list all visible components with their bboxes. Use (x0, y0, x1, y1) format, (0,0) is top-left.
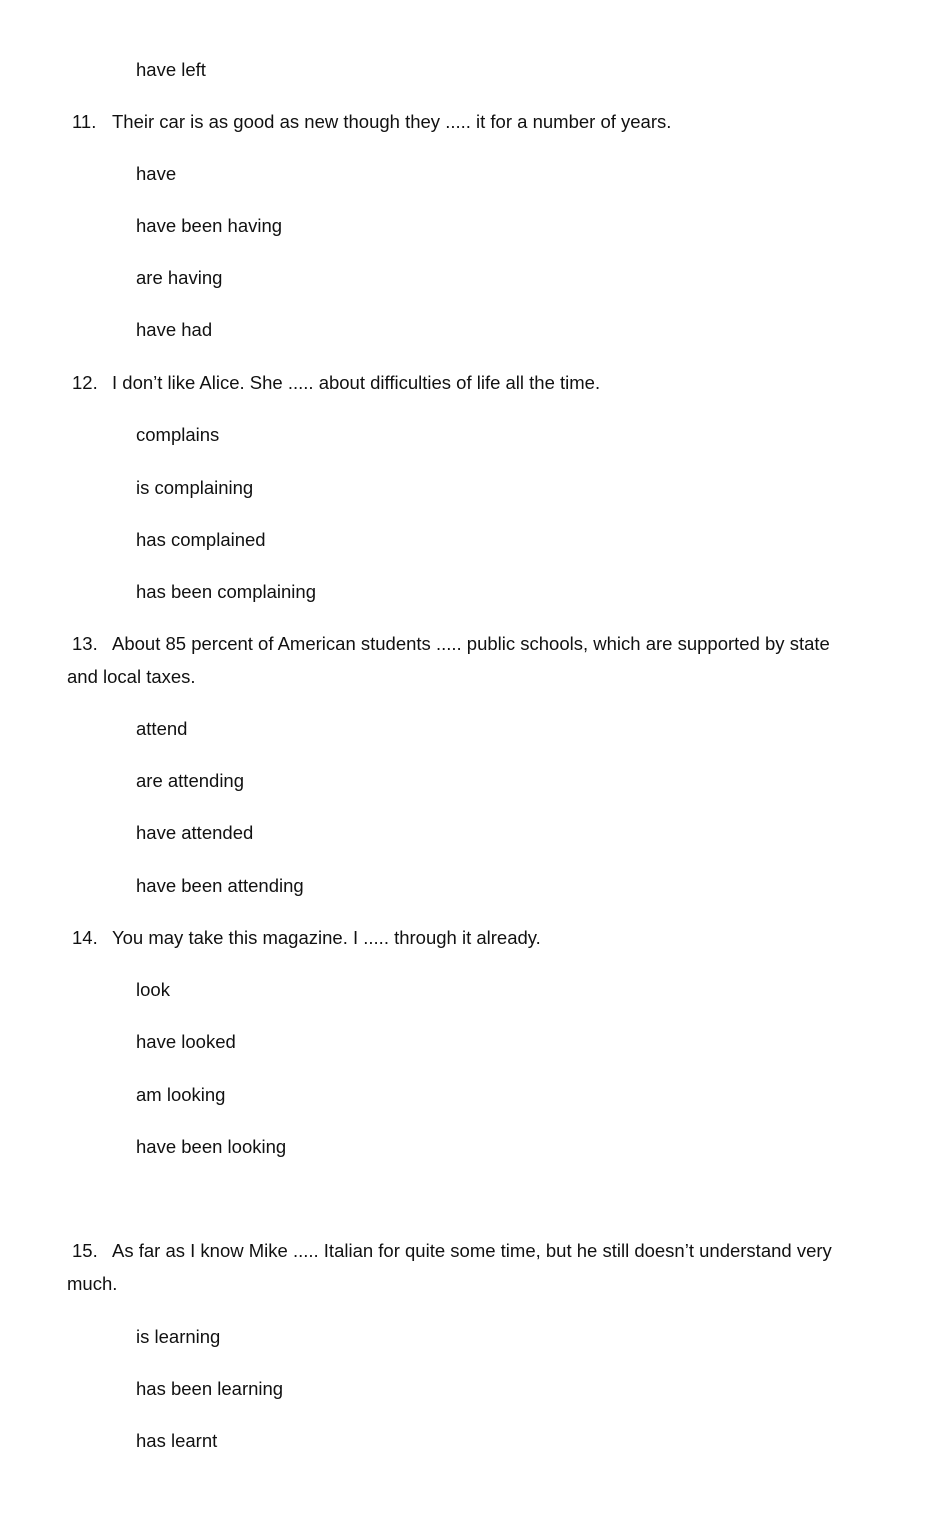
option: have left (136, 59, 206, 80)
option: have been attending (136, 875, 304, 896)
question-text-continuation: and local taxes. (67, 666, 196, 687)
question-text: I don’t like Alice. She ..... about difficulties of life all the time. (112, 372, 601, 393)
question-number: 13. (72, 633, 98, 654)
option: have had (136, 319, 213, 340)
option: have been having (136, 215, 283, 236)
option: have attended (136, 822, 254, 843)
question-number: 14. (72, 927, 98, 948)
question-text: About 85 percent of American students ..... public schools, which are supported by state (112, 633, 830, 654)
option: attend (136, 718, 188, 739)
option: am looking (136, 1084, 226, 1105)
option: has complained (136, 529, 266, 550)
option: have looked (136, 1031, 236, 1052)
option: have (136, 163, 177, 184)
question-text: You may take this magazine. I ..... through it already. (112, 927, 541, 948)
question-number: 15. (72, 1240, 98, 1261)
option: have been looking (136, 1136, 287, 1157)
option: is learning (136, 1326, 221, 1347)
option: are having (136, 267, 223, 288)
option: has been complaining (136, 581, 316, 602)
option: has been learning (136, 1378, 284, 1399)
question-number: 12. (72, 372, 98, 393)
option: is complaining (136, 477, 254, 498)
option: complains (136, 424, 220, 445)
question-text: Their car is as good as new though they ..... it for a number of years. (112, 111, 672, 132)
question-text: As far as I know Mike ..... Italian for quite some time, but he still doesn’t understand very (112, 1240, 832, 1261)
question-text-continuation: much. (67, 1273, 118, 1294)
option: are attending (136, 770, 245, 791)
question-number: 11. (72, 111, 97, 132)
option: has learnt (136, 1430, 218, 1451)
option: look (136, 979, 170, 1000)
